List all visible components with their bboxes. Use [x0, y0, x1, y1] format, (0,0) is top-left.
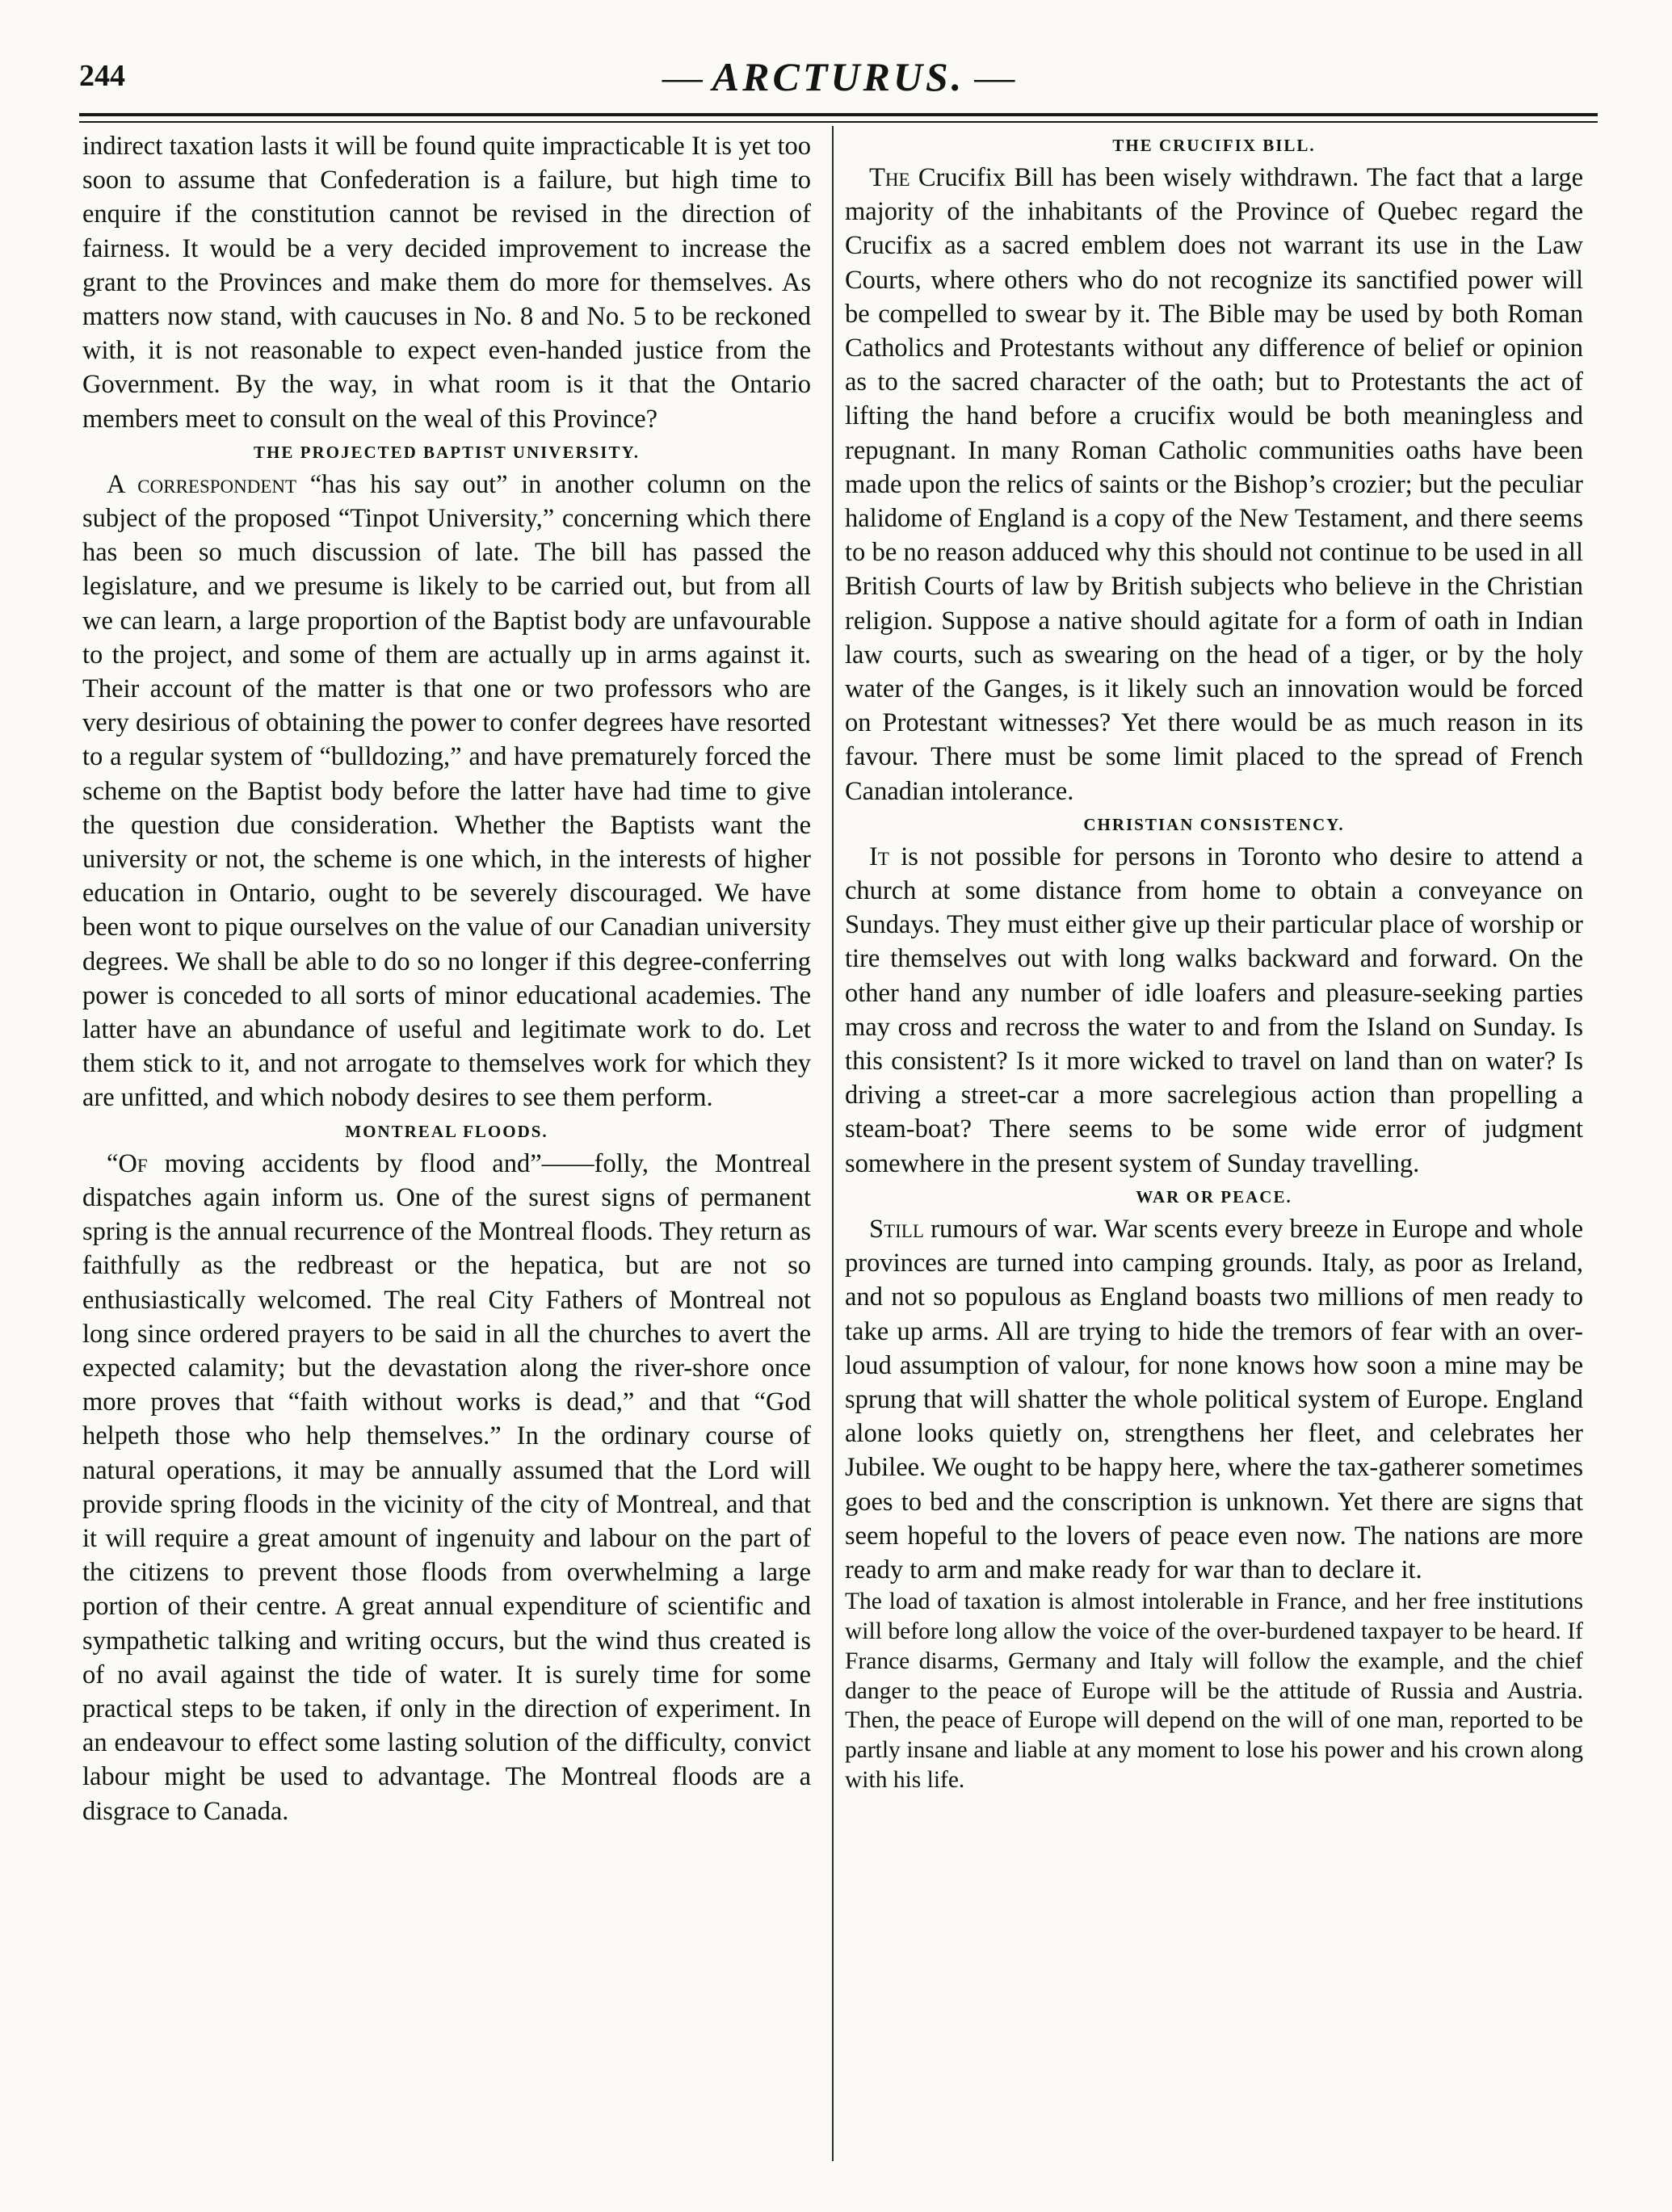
christian-consistency-heading: CHRISTIAN CONSISTENCY. [1083, 814, 1345, 834]
montreal-floods-paragraph [82, 1147, 811, 1828]
war-body: rumours of war. War scents every breeze in Europe and whole provinces are turned into camping grounds. Italy, as poor as Ireland, and not so populous as England boasts two millions of men ready to take up arms. All are trying to hide the tremors of fear with an over-loud assumption of valour, for none knows how soon a mine may be sprung that will shatter the whole political system of Europe. England alone looks quietly on, strengthens her fleet, and celebrates her Jubilee. We ought to be happy here, where the tax-gatherer sometimes goes to bed and the conscription is unknown. Yet there are signs that seem hopeful to the lovers of peace even now. The nations are more ready to arm and make ready for war than to declare it. [845, 1214, 1583, 1584]
consistency-body: is not possible for persons in Toronto who desire to attend a church at some distance from home to obtain a conveyance on Sundays. They must either give up their particular place of worship or tire themselves out with long walks backward and forward. On the other hand any number of idle loafers and pleasure-seeking parties may cross and recross the water to and from the Island on Sunday. Is this consistent? Is it more wicked to travel on land than on water? Is driving a street-car a more sacrelegious action than propelling a steam-boat? There seems to be some wide error of judgment somewhere in the present system of Sunday travelling. [845, 842, 1583, 1178]
war-lead: Still [869, 1214, 924, 1244]
page-number: 244 [79, 59, 125, 93]
masthead-dash-left: — [662, 54, 703, 99]
war-or-peace-paragraph [845, 1212, 1583, 1587]
baptist-body: “has his say out” in another column on the subject of the proposed “Tinpot University,” concerning which there has been so much discussion of late. The bill has passed the legislature, and we presume is likely to be carried out, but from all we can learn, a large proportion of the Baptist body are unfavourable to the project, and some of them are actually up in arms against it. Their account of the matter is that one or two professors who are very desirious of obtaining the power to confer degrees have resorted to a regular system of “bulldozing,” and have prematurely forced the scheme on the Baptist body before the latter have had time to give the question due consideration. Whether the Baptists want the university or not, the scheme is one which, in the interests of higher education in Ontario, ought to be severely discouraged. We have been wont to pique ourselves on the value of our Canadian university degrees. We shall be able to do so no longer if this degree-conferring power is conceded to all sorts of minor educational academies. The latter have an abundance of useful and legitimate work to do. Let them stick to it, and not arrogate to themselves work for which they are unfitted, and which nobody desires to see them perform. [82, 469, 812, 1113]
crucifix-bill-paragraph [845, 161, 1583, 808]
header-rule-thick [79, 113, 1598, 116]
montreal-body: moving accidents by flood and”——folly, the Montreal dispatches again inform us. One of the surest signs of permanent spring is the annual recurrence of the Montreal floods. They return as faithfully as the redbreast or the hepatica, but are not so enthusiastically welcomed. The real City Fathers of Montreal not long since ordered prayers to be said in all the churches to avert the expected calamity; but the devastation along the river-shore once more proves that “faith without works is dead,” and that “God helpeth those who help themselves.” In the ordinary course of natural operations, it may be annually assumed that the Lord will provide spring floods in the vicinity of the city of Montreal, and that it will require a great amount of ingenuity and labour on the part of the citizens to prevent those floods from overwhelming a large portion of their centre. A great annual expenditure of scientific and sympathetic talking and writing occurs, but the wind thus created is of no avail against the tide of water. It is surely time for some practical steps to be taken, if only in the direction of experiment. In an endeavour to effect some lasting solution of the difficulty, convict labour might be used to advantage. The Montreal floods are a disgrace to Canada. [82, 1148, 811, 1826]
montreal-lead: “Of [107, 1148, 148, 1178]
crucifix-lead: The [869, 163, 910, 192]
crucifix-bill-heading: THE CRUCIFIX BILL. [1112, 136, 1316, 155]
masthead [79, 53, 1598, 100]
left-column [82, 129, 811, 1828]
baptist-lead: A correspondent [107, 469, 297, 499]
confederation-paragraph: indirect taxation lasts it will be found quite impracticable It is yet too soon to assume that Confederation is a failure, but high time to enquire if the constitution cannot be revised in the direction of fairness. It would be a very decided improvement to increase the grant to the Provinces and make them do more for themselves. As matters now stand, with caucuses in No. 8 and No. 5 to be reckoned with, it is not reasonable to expect even-handed justice from the Government. By the way, in what room is it that the Ontario members meet to consult on the weal of this Province? [82, 132, 811, 434]
war-or-peace-paragraph-small: The load of taxation is almost intolerable in France, and her free institutions will before long allow the voice of the over-burdened taxpayer to be heard. If France disarms, Germany and Italy will follow the example, and the chief danger to the peace of Europe will be the attitude of Russia and Austria. Then, the peace of Europe will depend on the will of one man, reported to be partly insane and liable at any moment to lose his power and his crown along with his life. [845, 1589, 1583, 1793]
header-rule-thin [79, 121, 1598, 123]
consistency-lead: It [869, 842, 889, 871]
montreal-floods-heading: MONTREAL FLOODS. [345, 1121, 548, 1141]
christian-consistency-paragraph [845, 840, 1583, 1181]
page-header [79, 53, 1598, 110]
baptist-university-paragraph [82, 468, 811, 1115]
baptist-university-heading: THE PROJECTED BAPTIST UNIVERSITY. [254, 442, 640, 462]
crucifix-body: Crucifix Bill has been wisely withdrawn. The fact that a large majority of the inhabitants of the Province of Quebec regard the Crucifix as a sacred emblem does not warrant its use in the Law Courts, where others who do not recognize its sanctified power will be compelled to swear by it. The Bible may be used by both Roman Catholics and Protestants without any difference of belief or opinion as to the sacred character of the oath; but to Protestants the act of lifting the hand before a crucifix would be both meaningless and repugnant. In many Roman Catholic communities oaths have been made upon the relics of saints or the Bishop’s crozier; but the peculiar halidome of England is a copy of the New Testament, and there seems to be no reason adduced why this should not continue to be used in all British Courts of law by British subjects who believe in the Christian religion. Suppose a native should agitate for a form of oath in Indian law courts, such as swearing on the head of a tiger, or by the holy water of the Ganges, is it likely such an innovation would be forced on Protestant witnesses? Yet there would be as much reason in its favour. There must be some limit placed to the spread of French Canadian intolerance. [845, 163, 1583, 806]
column-divider [832, 126, 834, 2161]
masthead-dash-right: — [974, 54, 1015, 99]
masthead-title: ARCTURUS. [712, 54, 965, 99]
war-or-peace-heading: WAR OR PEACE. [1136, 1186, 1292, 1207]
right-column [845, 129, 1583, 1795]
